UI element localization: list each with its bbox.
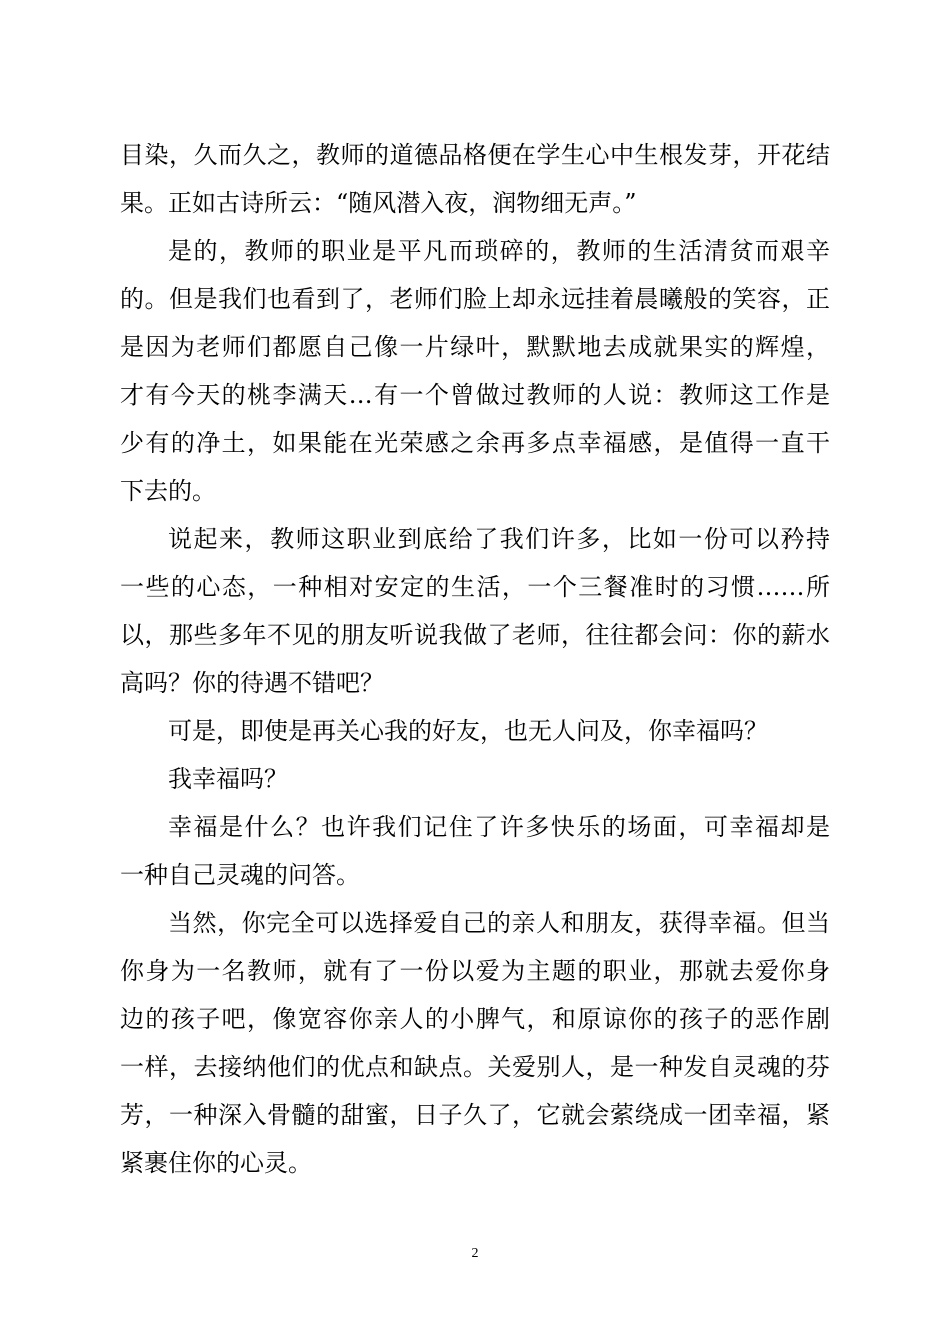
text-line: 一样，去接纳他们的优点和缺点。关爱别人，是一种发自灵魂的芬 <box>120 1053 830 1081</box>
paragraph <box>120 755 830 803</box>
paragraph <box>120 131 830 227</box>
text-line: 说起来，教师这职业到底给了我们许多，比如一份可以矜持 <box>168 525 830 553</box>
text-line: 幸福是什么？也许我们记住了许多快乐的场面，可幸福却是 <box>168 813 830 841</box>
text-line: 你身为一名教师，就有了一份以爱为主题的职业，那就去爱你身 <box>120 957 830 985</box>
text-line: 的。但是我们也看到了，老师们脸上却永远挂着晨曦般的笑容，正 <box>120 285 830 313</box>
text-line: 下去的。 <box>120 477 216 505</box>
text-line: 目染，久而久之，教师的道德品格便在学生心中生根发芽，开花结 <box>120 141 830 169</box>
text-line: 芳，一种深入骨髓的甜蜜，日子久了，它就会萦绕成一团幸福，紧 <box>120 1101 830 1129</box>
text-line: 可是，即使是再关心我的好友，也无人问及，你幸福吗？ <box>168 717 768 745</box>
text-line: 当然，你完全可以选择爱自己的亲人和朋友，获得幸福。但当 <box>168 909 830 937</box>
body-text <box>120 131 830 1187</box>
text-line: 我幸福吗？ <box>168 765 288 793</box>
text-line: 一些的心态，一种相对安定的生活，一个三餐准时的习惯……所 <box>120 573 830 601</box>
text-line: 以，那些多年不见的朋友听说我做了老师，往往都会问：你的薪水 <box>120 621 830 649</box>
paragraph <box>120 803 830 899</box>
page-number: 2 <box>471 1246 479 1261</box>
text-line: 高吗？你的待遇不错吧？ <box>120 669 384 697</box>
paragraph <box>120 515 830 707</box>
text-line: 紧裹住你的心灵。 <box>120 1149 312 1177</box>
paragraph <box>120 707 830 755</box>
text-line: 果。正如古诗所云：“随风潜入夜，润物细无声。” <box>120 189 637 217</box>
text-line: 边的孩子吧，像宽容你亲人的小脾气，和原谅你的孩子的恶作剧 <box>120 1005 830 1033</box>
text-line: 一种自己灵魂的问答。 <box>120 861 360 889</box>
text-line: 才有今天的桃李满天…有一个曾做过教师的人说：教师这工作是 <box>120 381 830 409</box>
text-line: 少有的净土，如果能在光荣感之余再多点幸福感，是值得一直干 <box>120 429 830 457</box>
text-line: 是的，教师的职业是平凡而琐碎的，教师的生活清贫而艰辛 <box>168 237 830 265</box>
paragraph <box>120 899 830 1187</box>
text-line: 是因为老师们都愿自己像一片绿叶，默默地去成就果实的辉煌， <box>120 333 830 361</box>
paragraph <box>120 227 830 515</box>
